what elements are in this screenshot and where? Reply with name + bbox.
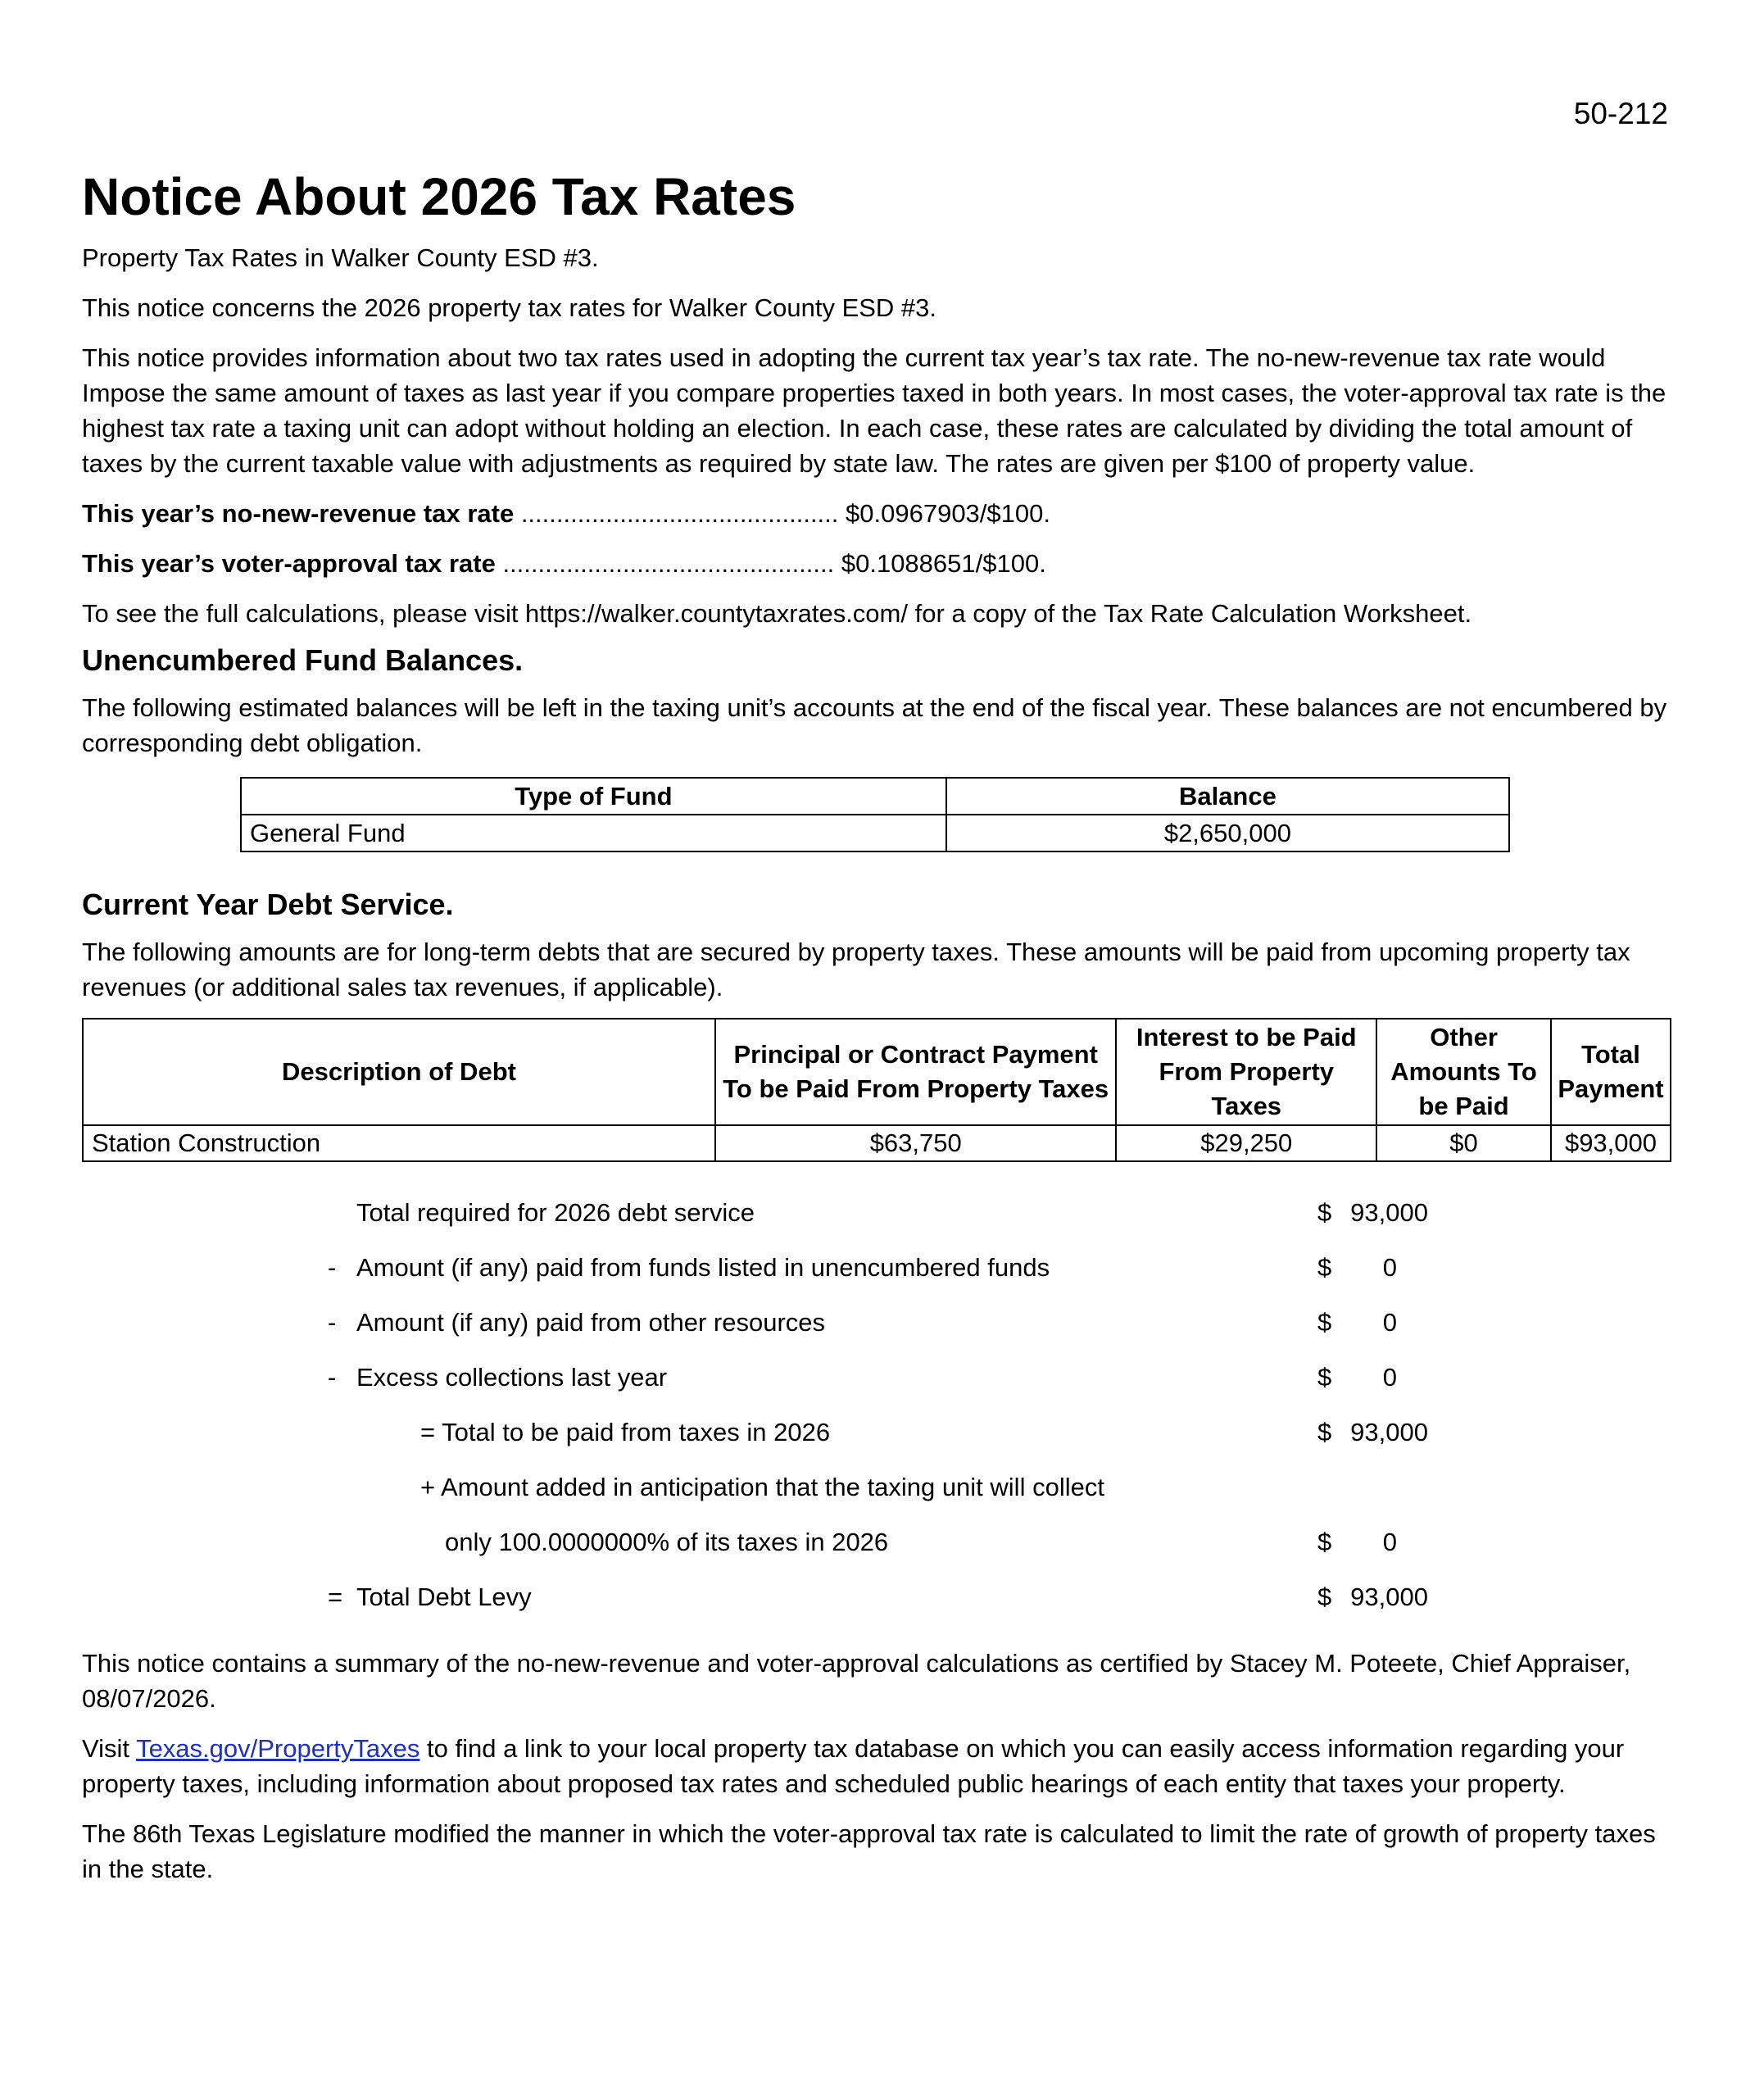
fund-type-cell: General Fund bbox=[241, 815, 946, 851]
form-number: 50-212 bbox=[1573, 97, 1668, 130]
debt-service-text: The following amounts are for long-term debts that are secured by property taxes. These amounts will be paid from upcoming property tax revenues (or additional sales tax revenues, if applicable). bbox=[82, 938, 1630, 1001]
summary-row-total-debt-levy bbox=[82, 1579, 1671, 1614]
column-header: Other Amounts To be Paid bbox=[1376, 1019, 1551, 1125]
calculation-note: To see the full calculations, please visit https://walker.countytaxrates.com/ for a copy of the Tax Rate Calculation Worksheet. bbox=[82, 599, 1472, 628]
va-rate-line bbox=[82, 546, 1671, 581]
summary-operator: = bbox=[328, 1583, 343, 1611]
visit-paragraph bbox=[82, 1731, 1671, 1801]
column-header: Description of Debt bbox=[83, 1019, 715, 1125]
summary-amount: 0 bbox=[1382, 1253, 1397, 1282]
intro-paragraph: This notice provides information about two tax rates used in adopting the current tax year’s tax rate. The no-new-revenue tax rate would Impose the same amount of taxes as last year if you compare properties taxed in both years. In most cases, the voter-approval tax rate is the highest tax rate a taxing unit can adopt without holding an election. In each case, these rates are calculated by dividing the total amount of taxes by the current taxable value with adjustments as required by state law. The rates are given per $100 of property value. bbox=[82, 343, 1667, 478]
column-header: Total Payment bbox=[1551, 1019, 1671, 1125]
summary-label: + Amount added in anticipation that the taxing unit will collect bbox=[420, 1473, 1104, 1501]
table-header-row bbox=[83, 1019, 1671, 1125]
summary-operator: - bbox=[328, 1363, 337, 1392]
nnr-rate-line bbox=[82, 496, 1671, 531]
summary-amount: 0 bbox=[1382, 1363, 1397, 1392]
summary-row-excess-collections bbox=[82, 1360, 1671, 1395]
principal-cell: $63,750 bbox=[715, 1125, 1116, 1161]
debt-service-heading: Current Year Debt Service. bbox=[82, 888, 454, 921]
visit-prefix: Visit bbox=[82, 1734, 137, 1763]
summary-label: Amount (if any) paid from funds listed in unencumbered funds bbox=[356, 1253, 1050, 1282]
summary-amount: 93,000 bbox=[1350, 1583, 1428, 1611]
other-amounts-cell: $0 bbox=[1376, 1125, 1551, 1161]
summary-row-total-required bbox=[82, 1195, 1671, 1230]
table-header-row bbox=[241, 778, 1509, 815]
summary-label: = Total to be paid from taxes in 2026 bbox=[420, 1418, 831, 1446]
summary-amount: 93,000 bbox=[1350, 1418, 1428, 1446]
summary-row-unencumbered bbox=[82, 1250, 1671, 1285]
summary-currency: $ bbox=[1317, 1363, 1332, 1392]
nnr-rate-value: $0.0967903/$100. bbox=[846, 499, 1050, 528]
fund-balance-cell: $2,650,000 bbox=[946, 815, 1509, 851]
summary-operator: - bbox=[328, 1253, 337, 1282]
nnr-rate-label: This year’s no-new-revenue tax rate bbox=[82, 499, 515, 528]
table-row bbox=[83, 1125, 1671, 1161]
column-header: Balance bbox=[946, 778, 1509, 815]
summary-amount: 0 bbox=[1382, 1528, 1397, 1556]
nnr-rate-leader: ............................................. bbox=[514, 499, 846, 528]
summary-label: Excess collections last year bbox=[356, 1363, 668, 1392]
intro-line-2: This notice concerns the 2026 property tax rates for Walker County ESD #3. bbox=[82, 293, 937, 322]
total-payment-cell: $93,000 bbox=[1551, 1125, 1671, 1161]
summary-amount: 0 bbox=[1382, 1308, 1397, 1337]
summary-currency: $ bbox=[1317, 1528, 1332, 1556]
summary-operator: - bbox=[328, 1308, 337, 1337]
intro-line-1: Property Tax Rates in Walker County ESD #3. bbox=[82, 243, 599, 272]
visit-suffix: to find a link to your local property tax database on which you can easily access information regarding your property taxes, including information about proposed tax rates and scheduled public hearings of each entity that taxes your property. bbox=[82, 1734, 1625, 1798]
table-row bbox=[241, 815, 1509, 851]
debt-description-cell: Station Construction bbox=[83, 1125, 715, 1161]
unencumbered-heading: Unencumbered Fund Balances. bbox=[82, 643, 524, 677]
column-header: Interest to be Paid From Property Taxes bbox=[1116, 1019, 1376, 1125]
summary-currency: $ bbox=[1317, 1583, 1332, 1611]
debt-levy-summary bbox=[82, 1195, 1671, 1637]
summary-row-collection-rate bbox=[82, 1524, 1671, 1560]
summary-currency: $ bbox=[1317, 1198, 1332, 1227]
page-title: Notice About 2026 Tax Rates bbox=[82, 167, 796, 226]
va-rate-value: $0.1088651/$100. bbox=[841, 549, 1046, 578]
interest-cell: $29,250 bbox=[1116, 1125, 1376, 1161]
notice-body bbox=[82, 160, 1671, 1887]
fund-balance-table bbox=[240, 777, 1510, 852]
legislature-note: The 86th Texas Legislature modified the manner in which the voter-approval tax rate is calculated to limit the rate of growth of property taxes in the state. bbox=[82, 1819, 1656, 1883]
debt-service-table bbox=[82, 1018, 1671, 1162]
summary-row-total-from-taxes bbox=[82, 1415, 1671, 1450]
summary-row-other-resources bbox=[82, 1305, 1671, 1340]
summary-currency: $ bbox=[1317, 1253, 1332, 1282]
summary-row-anticipation bbox=[82, 1469, 1671, 1505]
column-header: Principal or Contract Payment To be Paid From Property Taxes bbox=[715, 1019, 1116, 1125]
summary-amount: 93,000 bbox=[1350, 1198, 1428, 1227]
summary-currency: $ bbox=[1317, 1308, 1332, 1337]
summary-currency: $ bbox=[1317, 1418, 1332, 1446]
summary-label: only 100.0000000% of its taxes in 2026 bbox=[445, 1528, 889, 1556]
unencumbered-text: The following estimated balances will be left in the taxing unit’s accounts at the end of the fiscal year. These balances are not encumbered by corresponding debt obligation. bbox=[82, 693, 1667, 757]
column-header: Type of Fund bbox=[241, 778, 946, 815]
summary-label: Amount (if any) paid from other resources bbox=[356, 1308, 826, 1337]
certification-text: This notice contains a summary of the no-new-revenue and voter-approval calculations as certified by Stacey M. Poteete, Chief Appraiser, 08/07/2026. bbox=[82, 1649, 1631, 1713]
property-taxes-link[interactable]: Texas.gov/PropertyTaxes bbox=[136, 1734, 420, 1763]
summary-label: Total required for 2026 debt service bbox=[356, 1198, 755, 1227]
va-rate-label: This year’s voter-approval tax rate bbox=[82, 549, 496, 578]
summary-label: Total Debt Levy bbox=[356, 1583, 532, 1611]
va-rate-leader: ............................................... bbox=[495, 549, 841, 578]
